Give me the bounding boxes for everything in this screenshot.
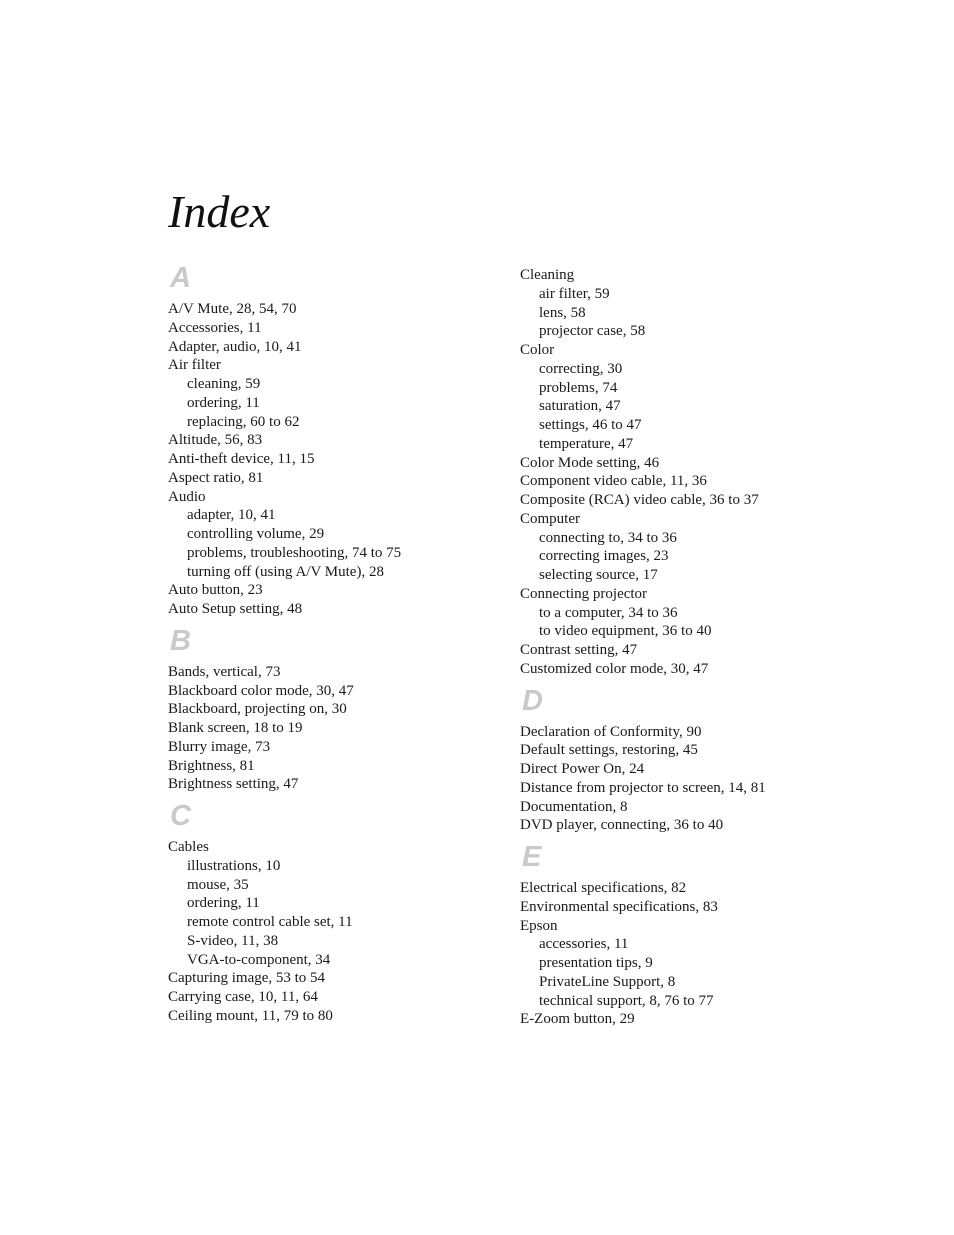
index-subentry: correcting, 30 — [539, 360, 623, 377]
index-entry: Computer — [520, 510, 580, 527]
section-letter: C — [170, 800, 191, 832]
index-subentry: ordering, 11 — [187, 895, 260, 912]
index-entry: Blackboard, projecting on, 30 — [168, 701, 347, 718]
index-entry: Accessories, 11 — [168, 319, 262, 336]
index-entry: Declaration of Conformity, 90 — [520, 723, 702, 740]
index-subentry: S-video, 11, 38 — [187, 932, 279, 949]
index-subentry: problems, 74 — [539, 379, 618, 396]
index-subentry: remote control cable set, 11 — [187, 914, 353, 930]
index-entry: Auto Setup setting, 48 — [168, 601, 303, 617]
index-subentry: adapter, 10, 41 — [187, 507, 276, 524]
page-title: Index — [168, 186, 271, 237]
index-section — [168, 262, 498, 619]
index-subentry: accessories, 11 — [539, 936, 629, 953]
index-entry: Aspect ratio, 81 — [168, 469, 264, 486]
index-entry: Documentation, 8 — [520, 798, 628, 815]
index-entry: Altitude, 56, 83 — [168, 432, 263, 449]
index-entry: Brightness setting, 47 — [168, 776, 299, 793]
index-entry: Adapter, audio, 10, 41 — [168, 338, 302, 355]
index-section — [168, 800, 498, 1026]
index-subentry: selecting source, 17 — [539, 567, 658, 583]
index-entry: Composite (RCA) video cable, 36 to 37 — [520, 492, 759, 508]
index-entry: Auto button, 23 — [168, 582, 263, 599]
index-entry: Cables — [168, 839, 209, 855]
index-entry: Environmental specifications, 83 — [520, 898, 718, 915]
index-entry: Color Mode setting, 46 — [520, 454, 660, 471]
index-column-left — [168, 262, 498, 1026]
index-entry: A/V Mute, 28, 54, 70 — [168, 301, 297, 317]
index-section — [520, 266, 850, 679]
index-entry: Default settings, restoring, 45 — [520, 742, 698, 759]
index-section — [520, 685, 850, 836]
index-subentry: replacing, 60 to 62 — [187, 413, 300, 430]
index-entry: Color — [520, 342, 555, 358]
section-letter: B — [170, 624, 191, 657]
index-subentry: projector case, 58 — [539, 323, 646, 340]
index-subentry: illustrations, 10 — [187, 857, 281, 874]
index-subentry: temperature, 47 — [539, 435, 634, 452]
section-letter: A — [170, 262, 191, 294]
index-entry: Epson — [520, 917, 558, 934]
index-entry: Carrying case, 10, 11, 64 — [168, 989, 318, 1005]
index-entry: Anti-theft device, 11, 15 — [168, 451, 315, 467]
index-entry: Contrast setting, 47 — [520, 642, 638, 658]
index-subentry: to a computer, 34 to 36 — [539, 604, 678, 621]
index-subentry: ordering, 11 — [187, 394, 260, 411]
index-subentry: mouse, 35 — [187, 876, 249, 893]
index-entry: Ceiling mount, 11, 79 to 80 — [168, 1007, 333, 1024]
section-letter: D — [522, 684, 543, 717]
index-subentry: saturation, 47 — [539, 398, 621, 415]
index-entry: Blackboard color mode, 30, 47 — [168, 682, 354, 699]
index-subentry: technical support, 8, 76 to 77 — [539, 992, 714, 1009]
index-entry: Brightness, 81 — [168, 757, 255, 774]
index-entry: Bands, vertical, 73 — [168, 663, 281, 680]
index-subentry: PrivateLine Support, 8 — [539, 973, 676, 990]
index-subentry: connecting to, 34 to 36 — [539, 529, 677, 546]
index-subentry: lens, 58 — [539, 304, 586, 321]
index-subentry: correcting images, 23 — [539, 548, 669, 565]
index-entry: DVD player, connecting, 36 to 40 — [520, 817, 724, 834]
index-entry: Electrical specifications, 82 — [520, 880, 687, 896]
index-entry: Direct Power On, 24 — [520, 761, 645, 777]
index-entry: E-Zoom button, 29 — [520, 1011, 635, 1028]
index-entry: Cleaning — [520, 267, 575, 283]
index-entry: Air filter — [168, 357, 221, 374]
index-subentry: presentation tips, 9 — [539, 955, 653, 971]
index-entry: Audio — [168, 488, 206, 505]
index-entry: Component video cable, 11, 36 — [520, 473, 707, 490]
index-subentry: to video equipment, 36 to 40 — [539, 623, 712, 640]
index-entry: Customized color mode, 30, 47 — [520, 660, 709, 677]
index-entry: Capturing image, 53 to 54 — [168, 970, 326, 987]
index-subentry: turning off (using A/V Mute), 28 — [187, 563, 384, 580]
index-subentry: controlling volume, 29 — [187, 526, 325, 542]
index-subentry: VGA-to-component, 34 — [187, 951, 331, 968]
index-section — [520, 841, 850, 1029]
index-column-right — [520, 266, 850, 1029]
index-entry: Distance from projector to screen, 14, 81 — [520, 779, 766, 796]
index-subentry: air filter, 59 — [539, 285, 610, 302]
index-subentry: problems, troubleshooting, 74 to 75 — [187, 544, 402, 561]
index-entry: Blank screen, 18 to 19 — [168, 720, 303, 736]
index-subentry: settings, 46 to 47 — [539, 417, 642, 433]
section-letter: E — [522, 841, 542, 873]
index-entry: Blurry image, 73 — [168, 738, 271, 755]
index-subentry: cleaning, 59 — [187, 376, 261, 392]
index-section — [168, 625, 498, 794]
index-entry: Connecting projector — [520, 585, 648, 602]
